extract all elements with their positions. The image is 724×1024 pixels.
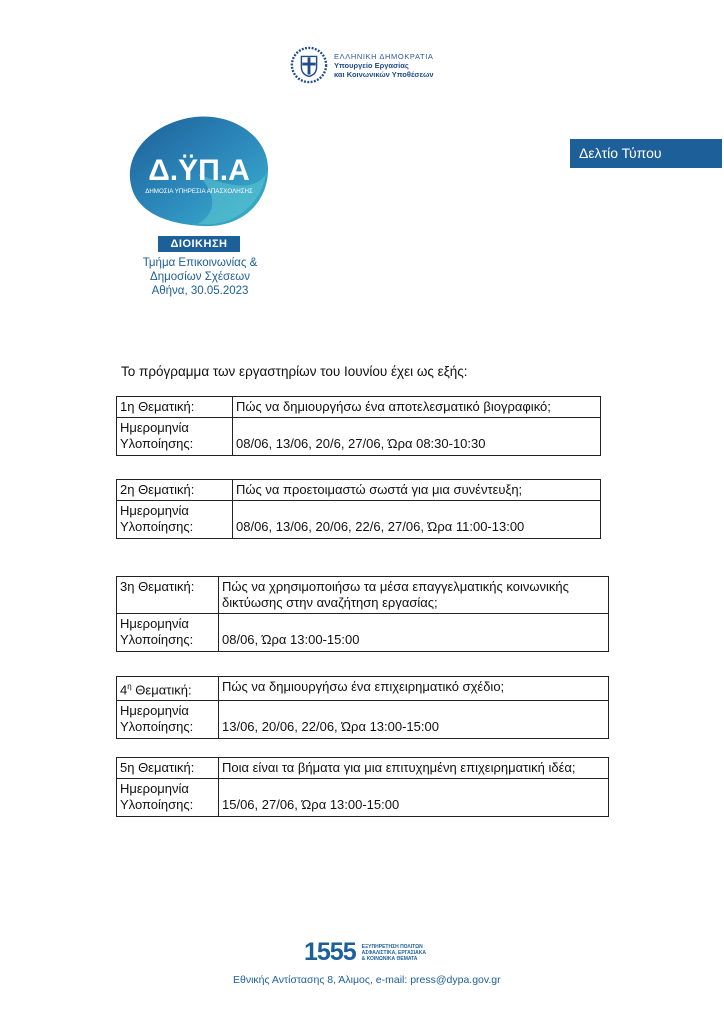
dept-line-2: Δημοσίων Σχέσεων <box>150 271 250 283</box>
theme-dates: 15/06, 27/06, Ώρα 13:00-15:00 <box>219 779 609 817</box>
ministry-line-2: και Κοινωνικών Υποθέσεων <box>334 69 434 79</box>
theme-table-4 <box>116 676 609 739</box>
theme-title: Πώς να προετοιμαστώ σωστά για μια συνέντευξη; <box>233 480 601 501</box>
ministry-text <box>334 52 434 79</box>
theme-label: 2η Θεματική: <box>117 480 233 501</box>
intro-text: Το πρόγραμμα των εργαστηρίων του Ιουνίου έχει ως εξής: <box>121 364 468 379</box>
country-name: ΕΛΛΗΝΙΚΗ ΔΗΜΟΚΡΑΤΙΑ <box>334 51 434 61</box>
hotline-tagline: ΕΞΥΠΗΡΕΤΗΣΗ ΠΟΛΙΤΩΝ ΑΣΦΑΛΙΣΤΙΚΑ, ΕΡΓΑΣΙΑΚΑ & ΚΟΙΝΩΝΙΚΑ ΘΕΜΑΤΑ <box>361 943 426 962</box>
theme-title: Πώς να δημιουργήσω ένα επιχειρηματικό σχέδιο; <box>219 677 609 701</box>
theme-table-3 <box>116 576 609 652</box>
theme-table-5 <box>116 757 609 817</box>
department-info <box>120 256 280 298</box>
hotline-number: 1555 <box>304 938 356 966</box>
date-label: Ημερομηνία Υλοποίησης: <box>117 418 233 456</box>
date-label: Ημερομηνία Υλοποίησης: <box>117 501 233 539</box>
theme-dates: 08/06, Ώρα 13:00-15:00 <box>219 614 609 652</box>
hotline-logo <box>304 938 426 967</box>
logo-wordmark: Δ.ΫΠ.Α <box>148 154 250 187</box>
ministry-header <box>290 46 434 84</box>
theme-label: $4^\eta$ Θεματική: <box>117 677 219 701</box>
place-date: Αθήνα, 30.05.2023 <box>151 285 249 297</box>
theme-label: 3η Θεματική: <box>117 577 219 614</box>
dept-line-1: Τμήμα Επικοινωνίας & <box>142 257 258 269</box>
theme-table-1 <box>116 396 601 456</box>
ministry-line-1: Υπουργείο Εργασίας <box>334 60 409 70</box>
theme-dates: 13/06, 20/06, 22/06, Ώρα 13:00-15:00 <box>219 701 609 739</box>
date-label: Ημερομηνία Υλοποίησης: <box>117 701 219 739</box>
greek-coat-of-arms-icon <box>290 46 328 84</box>
theme-label: 5η Θεματική: <box>117 758 219 779</box>
theme-label: 1η Θεματική: <box>117 397 233 418</box>
dypa-logo <box>128 114 270 230</box>
theme-dates: 08/06, 13/06, 20/06, 22/6, 27/06, Ώρα 11:00-13:00 <box>233 501 601 539</box>
date-label: Ημερομηνία Υλοποίησης: <box>117 614 219 652</box>
theme-title: Ποια είναι τα βήματα για μια επιτυχημένη επιχειρηματική ιδέα; <box>219 758 609 779</box>
date-label: Ημερομηνία Υλοποίησης: <box>117 779 219 817</box>
theme-table-2 <box>116 479 601 539</box>
logo-subtitle: ΔΗΜΟΣΙΑ ΥΠΗΡΕΣΙΑ ΑΠΑΣΧΟΛΗΣΗΣ <box>145 188 253 195</box>
theme-dates: 08/06, 13/06, 20/6, 27/06, Ώρα 08:30-10:30 <box>233 418 601 456</box>
footer-address: Εθνικής Αντίστασης 8, Άλιμος, e-mail: press@dypa.gov.gr <box>233 974 501 986</box>
administration-badge: ΔΙΟΙΚΗΣΗ <box>158 236 240 252</box>
theme-title: Πώς να χρησιμοποιήσω τα μέσα επαγγελματικής κοινωνικής δικτύωσης στην αναζήτηση εργασίας; <box>219 577 609 614</box>
press-release-label: Δελτίο Τύπου <box>570 139 722 168</box>
theme-title: Πώς να δημιουργήσω ένα αποτελεσματικό βιογραφικό; <box>233 397 601 418</box>
